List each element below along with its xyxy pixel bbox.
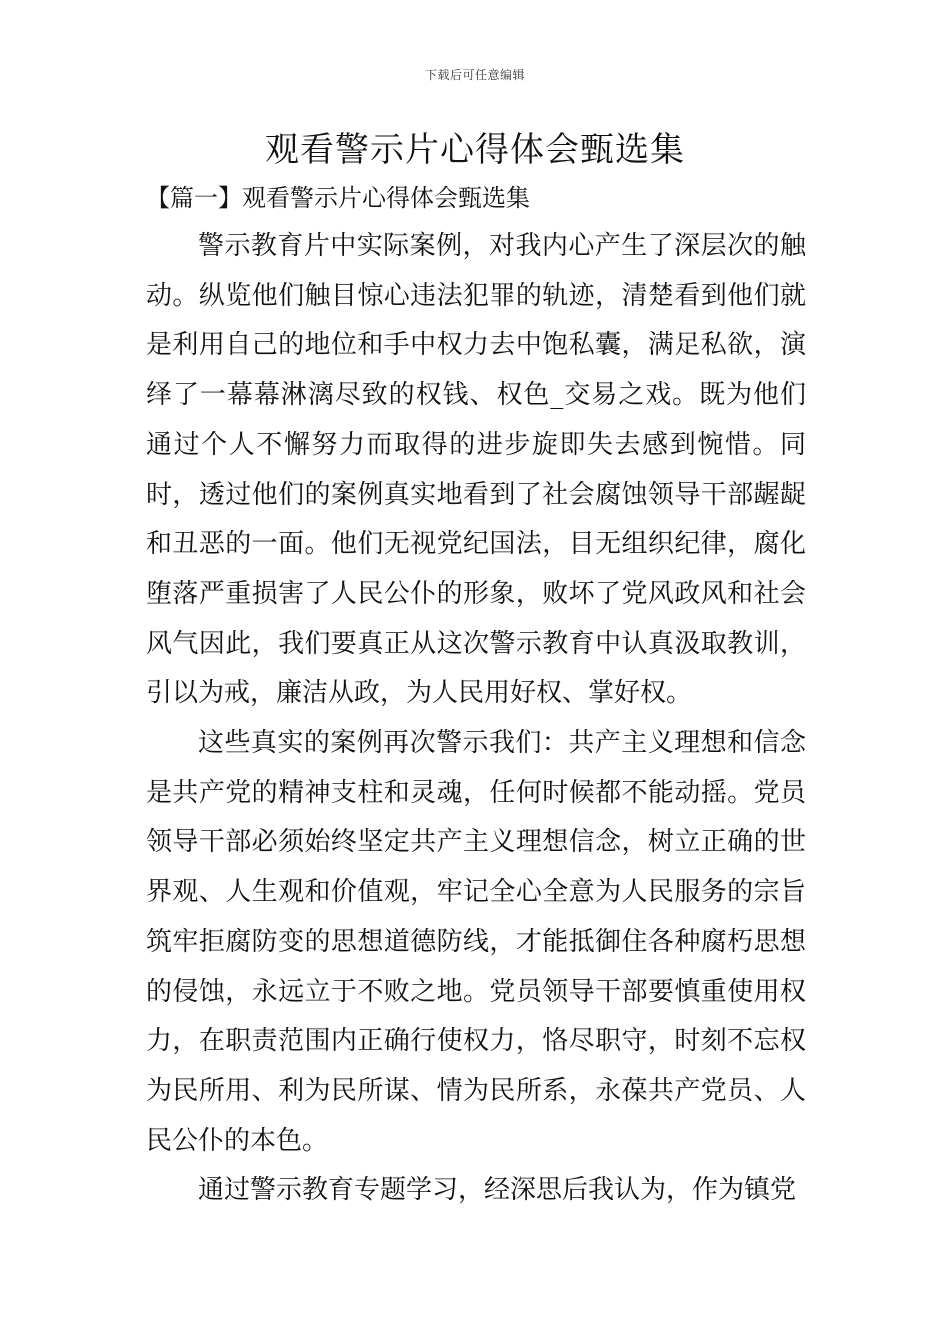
document-body (146, 222, 806, 1216)
paragraph-2: 这些真实的案例再次警示我们：共产主义理想和信念是共产党的精神支柱和灵魂，任何时候都不能动摇。党员领导干部必须始终坚定共产主义理想信念，树立正确的世界观、人生观和价值观，牢记全心全意为人民服务的宗旨筑牢拒腐防变的思想道德防线，才能抵御住各种腐朽思想的侵蚀，永远立于不败之地。党员领导干部要慎重使用权力，在职责范围内正确行使权力，恪尽职守，时刻不忘权为民所用、利为民所谋、情为民所系，永葆共产党员、人民公仆的本色。 (146, 728, 806, 1156)
header-note: 下载后可任意编辑 (424, 68, 525, 82)
section-heading: 【篇一】观看警示片心得体会甄选集 (146, 184, 530, 212)
paragraph-1: 警示教育片中实际案例，对我内心产生了深层次的触动。纵览他们触目惊心违法犯罪的轨迹，清楚看到他们就是利用自己的地位和手中权力去中饱私囊，满足私欲，演绎了一幕幕淋漓尽致的权钱、权色_交易之戏。既为他们通过个人不懈努力而取得的进步旋即失去感到惋惜。同时，透过他们的案例真实地看到了社会腐蚀领导干部龌龊和丑恶的一面。他们无视党纪国法，目无组织纪律，腐化堕落严重损害了人民公仆的形象，败坏了党风政风和社会风气因此，我们要真正从这次警示教育中认真汲取教训，引以为戒，廉洁从政，为人民用好权、掌好权。 (146, 231, 806, 709)
document-title: 观看警示片心得体会甄选集 (265, 130, 685, 170)
paragraph-3: 通过警示教育专题学习，经深思后我认为，作为镇党 (198, 1175, 797, 1206)
